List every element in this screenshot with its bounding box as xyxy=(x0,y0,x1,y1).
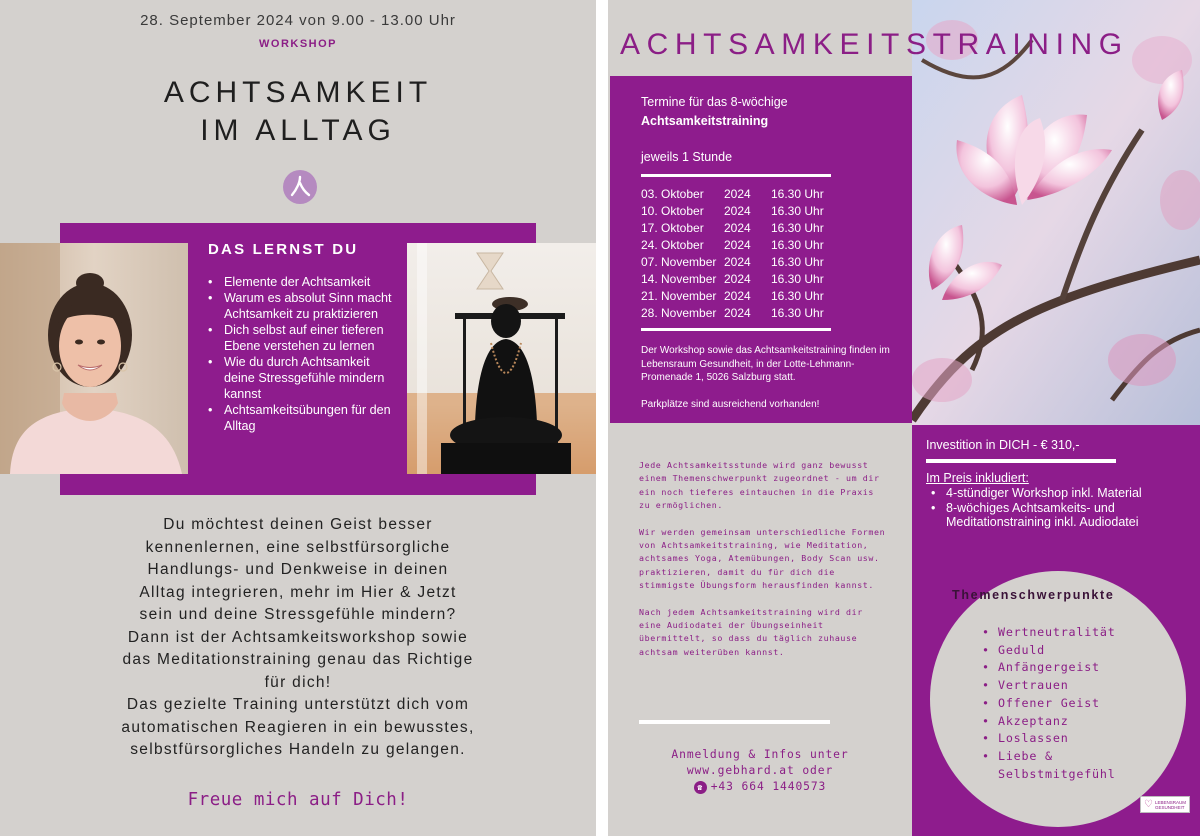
included-item: • 8-wöchiges Achtsamkeits- und Meditationstraining inkl. Audiodatei xyxy=(926,501,1196,530)
page-title xyxy=(0,74,596,150)
divider xyxy=(641,328,831,331)
date-year: 2024 xyxy=(724,272,751,286)
date-time: 16.30 Uhr xyxy=(771,238,824,252)
price-text: Investition in DICH - € 310,- xyxy=(926,438,1080,452)
workshop-flyer-page xyxy=(0,0,596,836)
date-day: 21. November xyxy=(641,289,717,303)
date-time: 16.30 Uhr xyxy=(771,221,824,235)
date-year: 2024 xyxy=(724,289,751,303)
date-day: 03. Oktober xyxy=(641,187,704,201)
included-label: Im Preis inkludiert: xyxy=(926,471,1029,485)
date-time: 16.30 Uhr xyxy=(771,204,824,218)
topic-item: • Loslassen xyxy=(982,730,1172,748)
date-list xyxy=(641,186,841,322)
page-title: ACHTSAMKEITSTRAINING xyxy=(620,28,1129,61)
date-year: 2024 xyxy=(724,187,751,201)
paragraph-line: Handlungs- und Denkweise in deinen xyxy=(147,561,449,578)
learn-item: • Elemente der Achtsamkeit xyxy=(206,274,401,290)
buddha-photo xyxy=(407,243,596,474)
learn-item: • Achtsamkeitsübungen für den Alltag xyxy=(206,402,401,434)
paragraph-line: selbstfürsorgliches Handeln zu gelangen. xyxy=(130,741,466,758)
portrait-photo xyxy=(0,243,188,474)
date-year: 2024 xyxy=(724,255,751,269)
date-time: 16.30 Uhr xyxy=(771,187,824,201)
date-row xyxy=(641,254,841,271)
paragraph-line: Dann ist der Achtsamkeitsworkshop sowie xyxy=(127,628,469,646)
date-row xyxy=(641,237,841,254)
date-day: 07. November xyxy=(641,255,717,269)
learn-heading: DAS LERNST DU xyxy=(208,241,359,258)
learn-item: • Wie du durch Achtsamkeit deine Stressgefühle mindern kannst xyxy=(206,354,401,402)
learn-list xyxy=(206,274,401,434)
signoff-text: Freue mich auf Dich! xyxy=(187,790,409,810)
paragraph-line: für dich! xyxy=(264,673,332,691)
contact-block xyxy=(608,747,912,795)
date-row xyxy=(641,203,841,220)
included-item: • 4-stündiger Workshop inkl. Material xyxy=(926,486,1196,501)
date-time: 16.30 Uhr xyxy=(771,306,824,320)
kicker-label: WORKSHOP xyxy=(259,38,337,50)
date-row xyxy=(641,220,841,237)
event-date: 28. September 2024 von 9.00 - 13.00 Uhr xyxy=(140,12,456,29)
date-year: 2024 xyxy=(724,221,751,235)
magnolia-photo xyxy=(912,0,1200,425)
date-year: 2024 xyxy=(724,306,751,320)
topics-heading: Themenschwerpunkte xyxy=(952,588,1115,602)
description-text xyxy=(639,459,889,672)
date-time: 16.30 Uhr xyxy=(771,272,824,286)
divider xyxy=(926,459,1116,463)
price-panel xyxy=(912,425,1200,836)
topic-item: • Wertneutralität xyxy=(982,624,1172,642)
topic-item: • Vertrauen xyxy=(982,677,1172,695)
paragraph-line: kennenlernen, eine selbstfürsorgliche xyxy=(145,538,451,556)
date-row xyxy=(641,288,841,305)
paragraph-line: automatischen Reagieren in ein bewusstes, xyxy=(121,718,475,736)
learn-item: • Warum es absolut Sinn macht Achtsamkeit zu praktizieren xyxy=(206,290,401,322)
schedule-intro-strong: Achtsamkeitstraining xyxy=(641,114,769,128)
date-day: 28. November xyxy=(641,306,717,320)
date-row xyxy=(641,186,841,203)
date-day: 17. Oktober xyxy=(641,221,704,235)
topic-item: • Geduld xyxy=(982,642,1172,660)
topic-item: • Liebe & Selbstmitgefühl xyxy=(982,748,1172,783)
divider xyxy=(639,720,830,724)
date-time: 16.30 Uhr xyxy=(771,255,824,269)
parking-note: Parkplätze sind ausreichend vorhanden! xyxy=(641,399,820,410)
topic-item: • Offener Geist xyxy=(982,695,1172,713)
title-line-2: IM ALLTAG xyxy=(200,114,396,147)
topic-item: • Anfängergeist xyxy=(982,659,1172,677)
date-day: 14. November xyxy=(641,272,717,286)
heart-icon: ♡ xyxy=(1144,799,1153,810)
intro-paragraph xyxy=(50,514,546,762)
topics-list xyxy=(982,624,1172,783)
schedule-intro: Termine für das 8-wöchige xyxy=(641,95,788,109)
badge-text: LEBENSRAUM GESUNDHEIT xyxy=(1155,800,1187,810)
description-paragraph: Jede Achtsamkeitsstunde wird ganz bewusst einem Themenschwerpunkt zugeordnet - um dir ein noch tieferes eintauchen in die Praxis zu ermöglichen. xyxy=(639,460,880,511)
session-duration: jeweils 1 Stunde xyxy=(641,150,733,164)
date-row xyxy=(641,271,841,288)
paragraph-line: Alltag integrieren, mehr im Hier & Jetzt xyxy=(139,583,457,601)
topic-item: • Akzeptanz xyxy=(982,713,1172,731)
description-paragraph: Wir werden gemeinsam unterschiedliche Formen von Achtsamkeitstraining, wie Meditation, achtsames Yoga, Atemübungen, Body Scan usw. praktizieren, damit du für dich die stimmigste Übungsform herausfinden kannst. xyxy=(639,526,886,591)
date-year: 2024 xyxy=(724,238,751,252)
phone-number[interactable]: +43 664 1440573 xyxy=(710,780,827,793)
description-paragraph: Nach jedem Achtsamkeitstraining wird dir eine Audiodatei der Übungseinheit übermittelt, so dass du täglich zuhause achtsam weiterüben kannst. xyxy=(639,606,863,657)
included-list xyxy=(926,486,1196,530)
divider xyxy=(641,174,831,177)
date-day: 10. Oktober xyxy=(641,204,704,218)
logo-mark-icon xyxy=(283,170,317,204)
date-row xyxy=(641,305,841,322)
phone-line[interactable] xyxy=(608,779,912,795)
date-time: 16.30 Uhr xyxy=(771,289,824,303)
schedule-panel xyxy=(610,76,912,423)
date-day: 24. Oktober xyxy=(641,238,704,252)
paragraph-line: das Meditationstraining genau das Richtige xyxy=(122,651,474,668)
training-flyer-page xyxy=(608,0,1200,836)
location-text: Der Workshop sowie das Achtsamkeitstraining finden im Lebensraum Gesundheit, in der Lotte-Lehmann-Promenade 1, 5026 Salzburg statt. xyxy=(641,345,890,383)
phone-icon: ☎ xyxy=(694,781,707,794)
paragraph-line: Das gezielte Training unterstützt dich vom xyxy=(126,696,470,713)
paragraph-line: Du möchtest deinen Geist besser xyxy=(163,516,433,533)
title-line-1: ACHTSAMKEIT xyxy=(163,76,433,109)
contact-line: Anmeldung & Infos unter xyxy=(671,748,849,761)
date-year: 2024 xyxy=(724,204,751,218)
brand-badge xyxy=(1140,796,1190,813)
website-link[interactable]: www.gebhard.at oder xyxy=(686,764,834,777)
learn-item: • Dich selbst auf einer tieferen Ebene verstehen zu lernen xyxy=(206,322,401,354)
paragraph-line: sein und deine Stressgefühle mindern? xyxy=(139,606,457,623)
